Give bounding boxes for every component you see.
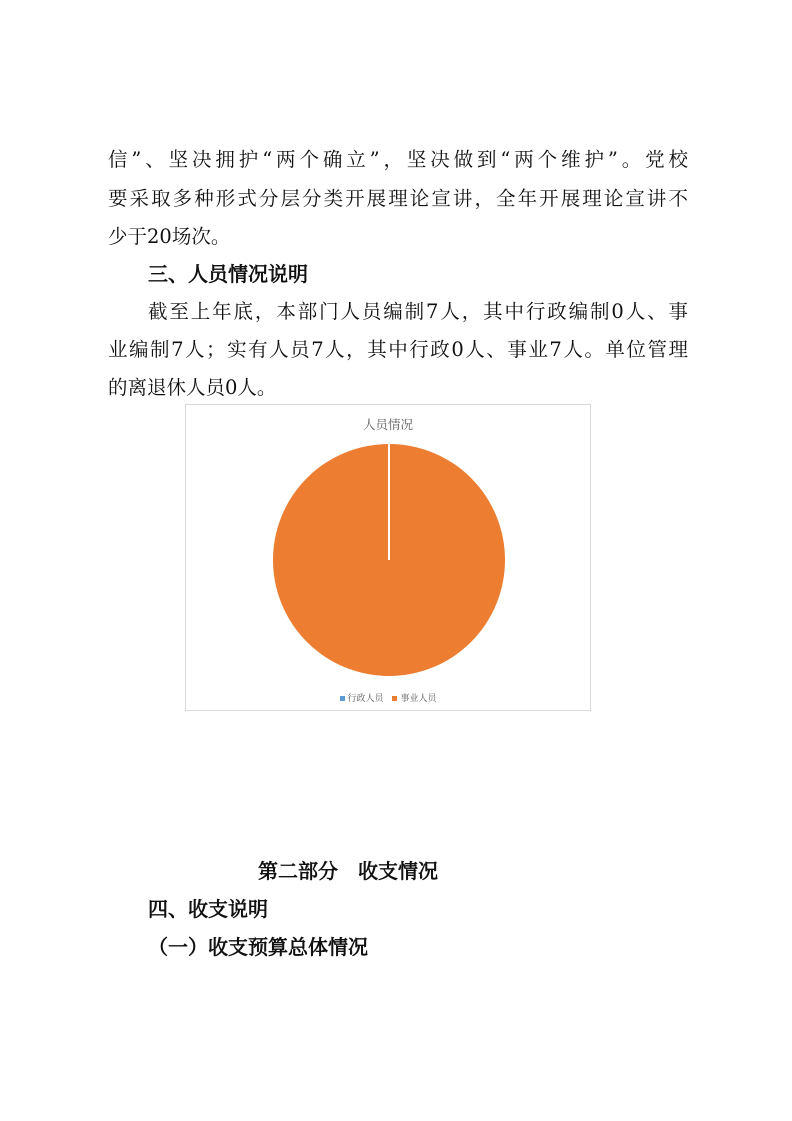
- chart-title: 人员情况: [362, 417, 413, 432]
- legend-label: 事业人员: [400, 694, 437, 704]
- legend-item-institution: [392, 691, 436, 704]
- legend-swatch-admin: [340, 696, 345, 701]
- paragraph-line: 的离退休人员0人。: [108, 376, 277, 399]
- chart-legend: [186, 691, 590, 704]
- section-heading-budget: 四、收支说明: [148, 897, 268, 921]
- paragraph-line: 信”、坚决拥护“两个确立”，坚决做到“两个维护”。党校: [108, 148, 688, 171]
- paragraph-line: 要采取多种形式分层分类开展理论宣讲，全年开展理论宣讲不: [108, 187, 688, 210]
- pie-chart-svg: [186, 405, 590, 710]
- legend-swatch-institution: [392, 696, 397, 701]
- part-title: 第二部分 收支情况: [258, 859, 438, 883]
- legend-label: 行政人员: [347, 694, 384, 704]
- legend-item-admin: [340, 691, 384, 704]
- paragraph-line: 截至上年底，本部门人员编制7人，其中行政编制0人、事: [148, 300, 688, 323]
- paragraph-line: 少于20场次。: [108, 225, 231, 248]
- staff-pie-chart: [185, 404, 591, 711]
- paragraph-line: 业编制7人；实有人员7人，其中行政0人、事业7人。单位管理: [108, 338, 688, 361]
- section-heading-staff: 三、人员情况说明: [148, 262, 308, 286]
- subsection-heading-budget-overview: （一）收支预算总体情况: [148, 935, 368, 959]
